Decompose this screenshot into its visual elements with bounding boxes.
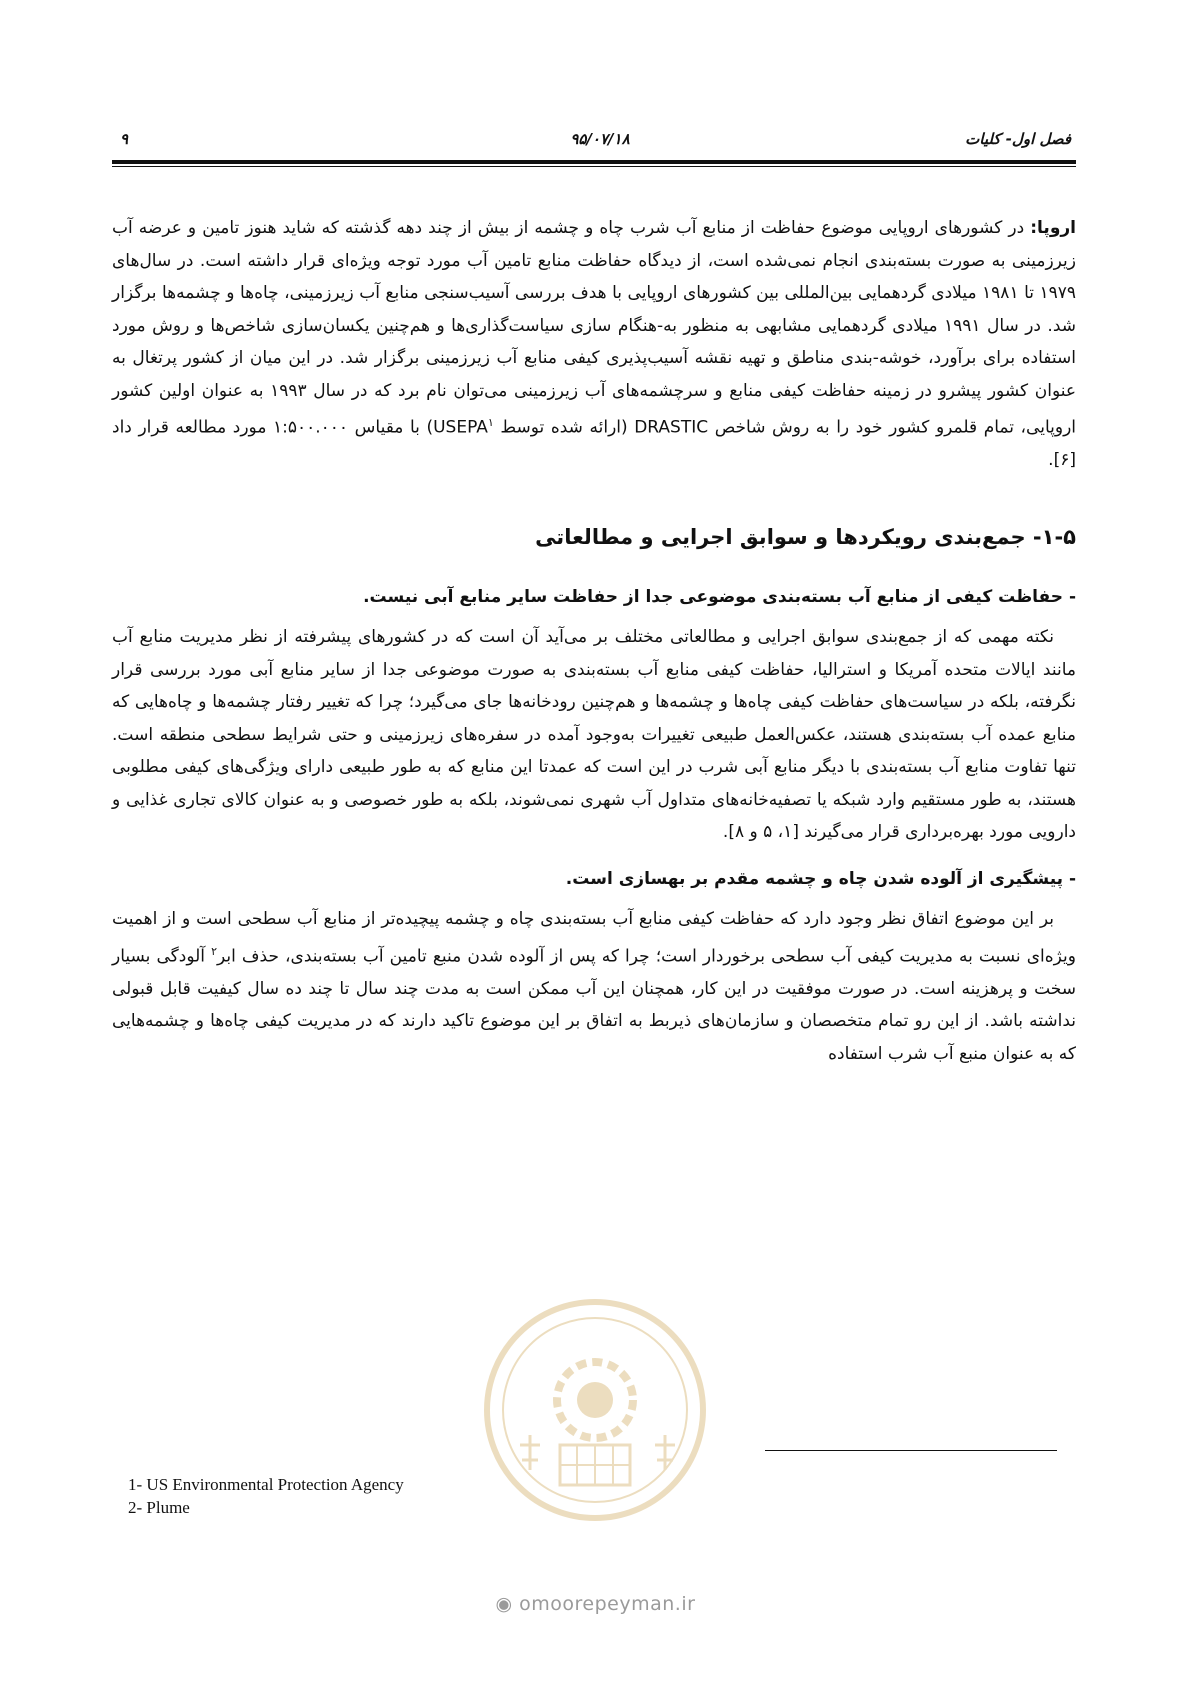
footnote-1: 1- US Environmental Protection Agency bbox=[128, 1475, 404, 1494]
page-number: ۹ bbox=[120, 130, 129, 148]
header-date: ۹۵/۰۷/۱۸ bbox=[570, 130, 630, 148]
footnote-ref-1: ۱ bbox=[487, 416, 494, 429]
europe-lead: اروپا: bbox=[1030, 218, 1076, 238]
europe-text: در کشورهای اروپایی موضوع حفاظت از منابع آب شرب چاه و چشمه از بیش از چند دهه گذشته که شاید هنوز تامین و عرضه آب زیرزمینی به صورت بسته‌بندی انجام نمی‌شده است، از دیدگاه حفاظت منابع تامین آب مورد توجه ویژه‌ای قرار داشته است. در سال‌های ۱۹۷۹ تا ۱۹۸۱ میلادی گردهمایی بین‌المللی بین کشورهای اروپایی با هدف بررسی آسیب‌سنجی منابع آب زیرزمینی، چاه‌ها و چشمه‌ها برگزار شد. در سال ۱۹۹۱ میلادی گردهمایی مشابهی به منظور به-هنگام سازی سیاست‌گذاری‌ها و هم‌چنین یکسان‌سازی شاخص‌ها و روش مورد استفاده برای برآورد، خوشه-بندی مناطق و تهیه نقشه آسیب‌پذیری کیفی منابع آب زیرزمینی برگزار شد. در این میان از کشور پرتغال به عنوان کشور پیشرو در زمینه حفاظت کیفی منابع و سرچشمه‌های آب زیرزمینی می‌توان نام برد که در سال ۱۹۹۳ به عنوان اولین کشور اروپایی، تمام قلمرو کشور خود را به روش شاخص DRASTIC (ارائه شده توسط USEPA bbox=[112, 218, 1076, 438]
header-rule-thin bbox=[112, 166, 1076, 167]
paragraph-bullet-2 bbox=[112, 903, 1076, 1070]
bullet-heading-2: - پیشگیری از آلوده شدن چاه و چشمه مقدم بر بهسازی است. bbox=[565, 868, 1076, 889]
footnote-rule bbox=[765, 1450, 1057, 1451]
footnote-ref-2: ۲ bbox=[211, 944, 218, 958]
footnote-2: 2- Plume bbox=[128, 1498, 190, 1517]
watermark-site-text: ◉ omoorepeyman.ir bbox=[495, 1593, 696, 1615]
paragraph-bullet-1: نکته مهمی که از جمع‌بندی سوابق اجرایی و مطالعاتی مختلف بر می‌آید آن است که در کشورهای پیشرفته از نظر مدیریت منابع آب مانند ایالات متحده آمریکا و استرالیا، حفاظت کیفی منابع آب بسته‌بندی به صورت موضوعی جدا از سایر منابع آبی مورد بررسی قرار نگرفته، بلکه در سیاست‌های حفاظت کیفی چاه‌ها و چشمه‌ها و هم‌چنین رودخانه‌ها جای می‌گیرد؛ چرا که تغییر رفتار چشمه‌ها و چاه‌هایی که منابع عمده آب بسته‌بندی هستند، عکس‌العمل طبیعی تغییرات به‌وجود آمده در سفره‌های زیرزمینی و حتی شرایط سطحی منطقه است. تنها تفاوت منابع آب بسته‌بندی با دیگر منابع آبی شرب در این است که عمدتا این منابع که به طور طبیعی دارای ویژگی‌های کیفی مطلوبی هستند، به طور مستقیم وارد شبکه یا تصفیه‌خانه‌های متداول آب شهری نمی‌شوند، بلکه به طور خصوصی و به عنوان کالای تجاری غذایی و دارویی مورد بهره‌برداری قرار می‌گیرند [۱، ۵ و ۸]. bbox=[112, 627, 1076, 843]
body-text bbox=[112, 212, 1076, 1070]
paragraph-europe bbox=[112, 212, 1076, 477]
bullet2-text-b: آلودگی بسیار سخت و پرهزینه است. در صورت موفقیت در این کار، همچنان این آب ممکن است به مدت چند سال تا چند ده سال کیفیت قابل قبولی نداشته باشد. از این رو تمام متخصصان و سازمان‌های ذیربط به اتفاق بر این موضوع تاکید دارند که در مدیریت کیفی چاه‌ها و چشمه‌هایی که به عنوان منبع آب شرب استفاده bbox=[112, 946, 1076, 1064]
bullet2-text-a: بر این موضوع اتفاق نظر وجود دارد که حفاظت کیفی منابع آب بسته‌بندی چاه و چشمه پیچیده‌تر از منابع آب سطحی است و از اهمیت ویژه‌ای نسبت به مدیریت کیفی آب سطحی برخوردار است؛ چرا که پس از آلوده شدن منبع تامین آب بسته‌بندی، حذف ابر bbox=[112, 909, 1076, 967]
watermark-seal-icon bbox=[480, 1295, 710, 1525]
spacer bbox=[112, 849, 1076, 863]
section-heading: ۱-۵- جمع‌بندی رویکردها و سوابق اجرایی و مطالعاتی bbox=[535, 524, 1076, 549]
europe-tail: ) با مقیاس ۱:۵۰۰.۰۰۰ مورد مطالعه قرار داد [۶]. bbox=[112, 417, 1076, 471]
footnotes bbox=[128, 1473, 404, 1519]
watermark-site: omoorepeyman.ir bbox=[519, 1593, 696, 1615]
chapter-title: فصل اول- کلیات bbox=[965, 130, 1071, 148]
header-rule bbox=[112, 160, 1076, 164]
bullet-heading-1: - حفاظت کیفی از منابع آب بسته‌بندی موضوعی جدا از حفاظت سایر منابع آبی نیست. bbox=[363, 586, 1076, 607]
